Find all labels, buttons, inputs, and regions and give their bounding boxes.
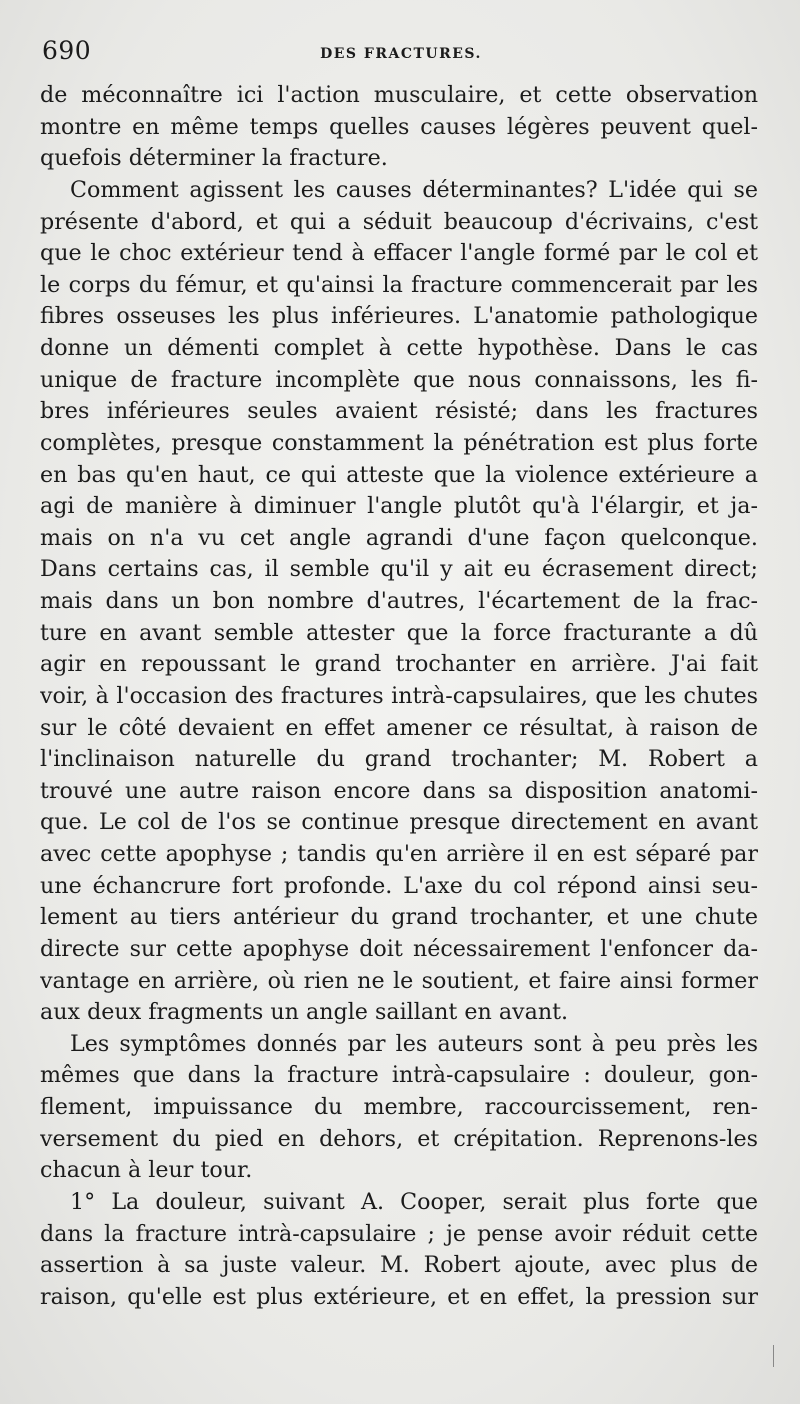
- page-edge-mark: [773, 1345, 774, 1367]
- text-line: dans la fracture intrà-capsulaire ; je pense avoir réduit cette: [40, 1220, 758, 1247]
- page-header: [42, 36, 760, 70]
- text-line: montre en même temps quelles causes légères peuvent quel-: [40, 113, 758, 140]
- text-line: sur le côté devaient en effet amener ce résultat, à raison de: [40, 714, 758, 741]
- text-line: assertion à sa juste valeur. M. Robert ajoute, avec plus de: [40, 1252, 758, 1279]
- text-line: mais on n'a vu cet angle agrandi d'une façon quelconque.: [40, 524, 758, 551]
- text-line: avec cette apophyse ; tandis qu'en arrière il en est séparé par: [40, 841, 758, 867]
- text-line: l'inclinaison naturelle du grand trochanter; M. Robert a: [40, 746, 758, 773]
- text-line: ture en avant semble attester que la force fracturante a dû: [40, 619, 758, 646]
- text-line: donne un démenti complet à cette hypothèse. Dans le cas: [40, 335, 758, 361]
- text-line: que le choc extérieur tend à effacer l'angle formé par le col et: [40, 240, 758, 267]
- text-line: Comment agissent les causes déterminantes? L'idée qui se: [70, 176, 758, 203]
- page-number: 690: [42, 36, 92, 65]
- text-line: trouvé une autre raison encore dans sa disposition anatomi-: [40, 777, 758, 804]
- body-text: [40, 80, 758, 1313]
- text-line: une échancrure fort profonde. L'axe du col répond ainsi seu-: [40, 872, 758, 899]
- text-line: lement au tiers antérieur du grand trochanter, et une chute: [40, 904, 758, 931]
- text-line: versement du pied en dehors, et crépitation. Reprenons-les: [40, 1125, 758, 1152]
- text-line: agir en repoussant le grand trochanter en arrière. J'ai fait: [40, 651, 758, 678]
- text-line: présente d'abord, et qui a séduit beaucoup d'écrivains, c'est: [40, 208, 758, 235]
- text-line: complètes, presque constamment la pénétration est plus forte: [40, 429, 758, 456]
- text-line: raison, qu'elle est plus extérieure, et en effet, la pression sur: [40, 1283, 758, 1310]
- text-line: chacun à leur tour.: [40, 1157, 253, 1184]
- text-line: en bas qu'en haut, ce qui atteste que la violence extérieure a: [40, 461, 758, 488]
- text-line: voir, à l'occasion des fractures intrà-capsulaires, que les chutes: [40, 682, 758, 709]
- text-line: mêmes que dans la fracture intrà-capsulaire : douleur, gon-: [40, 1062, 758, 1089]
- text-line: quefois déterminer la fracture.: [40, 145, 388, 172]
- text-line: bres inférieures seules avaient résisté; dans les fractures: [40, 398, 758, 425]
- text-line: que. Le col de l'os se continue presque directement en avant: [40, 809, 758, 836]
- text-line: vantage en arrière, où rien ne le soutient, et faire ainsi former: [40, 967, 758, 994]
- text-line: agi de manière à diminuer l'angle plutôt qu'à l'élargir, et ja-: [40, 493, 758, 520]
- text-line: de méconnaître ici l'action musculaire, et cette observation: [40, 82, 758, 108]
- text-line: directe sur cette apophyse doit nécessairement l'enfoncer da-: [40, 935, 758, 962]
- text-line: Dans certains cas, il semble qu'il y ait eu écrasement direct;: [40, 556, 758, 583]
- text-line: le corps du fémur, et qu'ainsi la fracture commencerait par les: [40, 271, 758, 298]
- text-line: 1° La douleur, suivant A. Cooper, serait plus forte que: [70, 1188, 758, 1215]
- text-line: fibres osseuses les plus inférieures. L'anatomie pathologique: [40, 303, 758, 330]
- running-head: DES FRACTURES.: [320, 46, 482, 62]
- text-line: flement, impuissance du membre, raccourcissement, ren-: [40, 1094, 758, 1120]
- text-line: Les symptômes donnés par les auteurs sont à peu près les: [70, 1030, 758, 1057]
- text-line: aux deux fragments un angle saillant en avant.: [40, 999, 569, 1026]
- text-line: mais dans un bon nombre d'autres, l'écartement de la frac-: [40, 588, 758, 614]
- text-line: unique de fracture incomplète que nous connaissons, les fi-: [40, 366, 758, 393]
